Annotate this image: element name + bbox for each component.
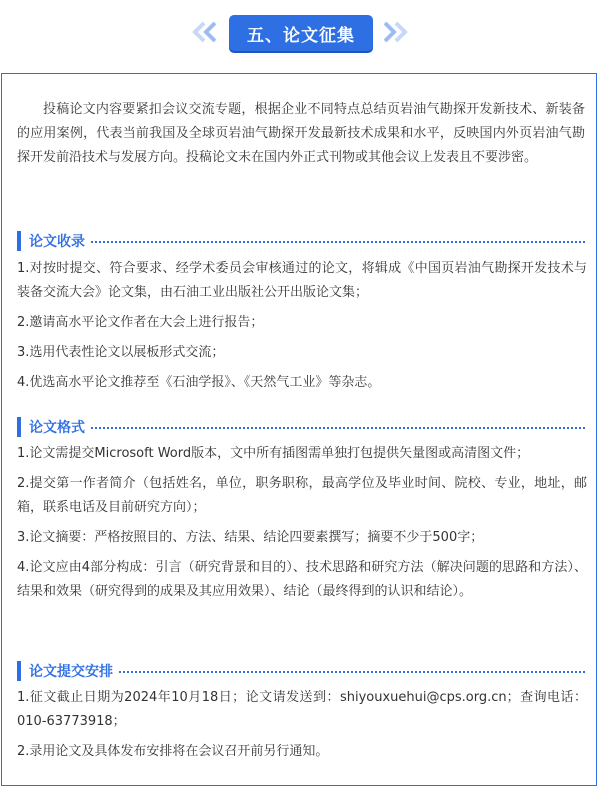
section-heading-label: 论文收录 [29, 234, 85, 250]
list-item: 1.征文截止日期为2024年10月18日；论文请发送到：shiyouxuehui@cps.org.cn；查询电话：010-63773918； [17, 690, 587, 729]
dotted-divider [91, 241, 585, 243]
section-heading-submission [17, 660, 585, 682]
format-list [17, 442, 587, 610]
content-box [1, 73, 597, 786]
heading-bar [17, 661, 21, 681]
list-item: 3.选用代表性论文以展板形式交流； [17, 345, 225, 360]
list-item: 3.论文摘要：严格按照目的、方法、结果、结论四要素撰写；摘要不少于500字； [17, 530, 484, 545]
double-chevron-right-icon [382, 21, 410, 43]
list-item: 4.论文应由4部分构成：引言（研究背景和目的）、技术思路和研究方法（解决问题的思路和方法）、结果和效果（研究得到的成果及其应用效果）、结论（最终得到的认识和结论）。 [17, 560, 587, 599]
list-item: 2.录用论文及具体发布安排将在会议召开前另行通知。 [17, 744, 329, 759]
section-heading-label: 论文提交安排 [29, 664, 113, 680]
list-item: 2.邀请高水平论文作者在大会上进行报告； [17, 315, 264, 330]
section-header [0, 0, 600, 72]
section-heading-inclusion [17, 230, 585, 252]
double-chevron-left-icon [190, 21, 218, 43]
list-item: 1.论文需提交Microsoft Word版本，文中所有插图需单独打包提供矢量图或高清图文件； [17, 446, 530, 461]
inclusion-list [17, 257, 587, 401]
list-item: 2.提交第一作者简介（包括姓名，单位，职务职称，最高学位及毕业时间、院校、专业，地址，邮箱，联系电话及目前研究方向）； [17, 476, 587, 515]
submission-list [17, 686, 587, 770]
heading-bar [17, 231, 21, 251]
dotted-divider [119, 671, 585, 673]
dotted-divider [91, 427, 585, 429]
list-item: 1.对按时提交、符合要求、经学术委员会审核通过的论文，将辑成《中国页岩油气勘探开发技术与装备交流大会》论文集，由石油工业出版社公开出版论文集； [17, 261, 587, 300]
list-item: 4.优选高水平论文推荐至《石油学报》、《天然气工业》等杂志。 [17, 375, 381, 390]
intro-paragraph: 投稿论文内容要紧扣会议交流专题，根据企业不同特点总结页岩油气勘探开发新技术、新装备的应用案例，代表当前我国及全球页岩油气勘探开发最新技术成果和水平，反映国内外页岩油气勘探开发前沿技术与发展方向。投稿论文未在国内外正式刊物或其他会议上发表且不要涉密。 [17, 102, 585, 165]
heading-bar [17, 417, 21, 437]
section-title: 五、论文征集 [229, 15, 373, 51]
section-heading-label: 论文格式 [29, 420, 85, 436]
section-heading-format [17, 416, 585, 438]
